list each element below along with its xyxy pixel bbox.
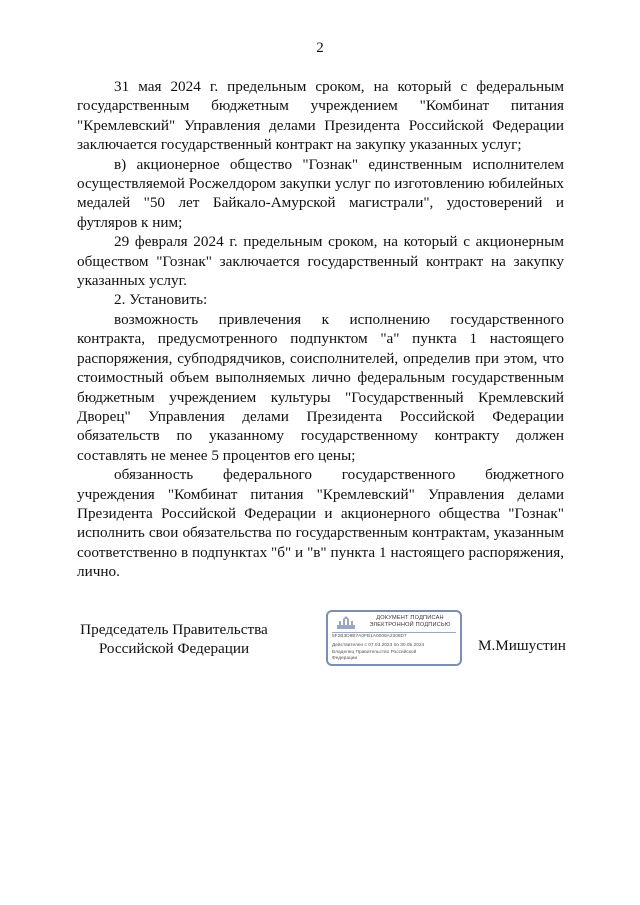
- stamp-heading: [362, 615, 458, 629]
- signatory-title-line2: Российской Федерации: [98, 640, 250, 657]
- signatory-title: [78, 620, 270, 658]
- paragraph-goznak-executor: в) акционерное общество "Гознак" единственным исполнителем осуществляемой Росжелдором закупки услуг по изготовлению юбилейных медалей "50 лет Байкало-Амурской магистрали", удостоверений и футляров к ним;: [77, 155, 564, 231]
- stamp-heading-line2: ЭЛЕКТРОННОЙ ПОДПИСЬЮ: [369, 622, 451, 628]
- signature-block: [0, 610, 640, 680]
- signatory-title-line1: Председатель Правительства: [80, 621, 268, 638]
- state-emblem-icon: [336, 616, 356, 630]
- stamp-validity: Действителен с 07.03.2023 по 30.05.2024: [332, 643, 425, 648]
- paragraph-deadline-kombinat: 31 мая 2024 г. предельным сроком, на который с федеральным государственным бюджетным учреждением "Комбинат питания "Кремлевский" Управления делами Президента Российской Федерации заключается государственный контракт на закупку указанных услуг;: [77, 78, 564, 154]
- signatory-name: М.Мишустин: [478, 637, 566, 654]
- paragraph-deadline-goznak: 29 февраля 2024 г. предельным сроком, на который с акционерным обществом "Гознак" заключается государственный контракт на закупку указанных услуг.: [77, 233, 564, 290]
- document-body: [77, 77, 564, 582]
- paragraph-obligation: обязанность федерального государственного бюджетного учреждения "Комбинат питания "Кремлевский" Управления делами Президента Российской Федерации и акционерного общества "Гознак" исполнить свои обязательства по государственным контрактам, указанным соответственно в подпунктах "б" и "в" пункта 1 настоящего распоряжения, лично.: [77, 466, 564, 581]
- stamp-heading-line1: ДОКУМЕНТ ПОДПИСАН: [376, 615, 444, 621]
- electronic-signature-stamp: [326, 610, 462, 666]
- stamp-owner-line1: Владелец Правительство Российской: [332, 650, 417, 655]
- stamp-owner-line2: Федерации: [332, 656, 358, 661]
- stamp-divider: [332, 632, 456, 633]
- page-number: 2: [316, 40, 324, 56]
- stamp-certificate: 5F2B3D9B7A0FB1A0009A2306D7: [332, 634, 407, 639]
- paragraph-section-2: 2. Установить:: [114, 291, 208, 309]
- paragraph-subcontractors: возможность привлечения к исполнению государственного контракта, предусмотренного подпунктом "а" пункта 1 настоящего распоряжения, субподрядчиков, соисполнителей, определив при этом, что стоимостный объем выполняемых лично федеральным государственным бюджетным учреждением культуры "Государственный Кремлевский Дворец" Управления делами Президента Российской Федерации обязательств по указанному государственному контракту должен составлять не менее 5 процентов его цены;: [77, 310, 564, 464]
